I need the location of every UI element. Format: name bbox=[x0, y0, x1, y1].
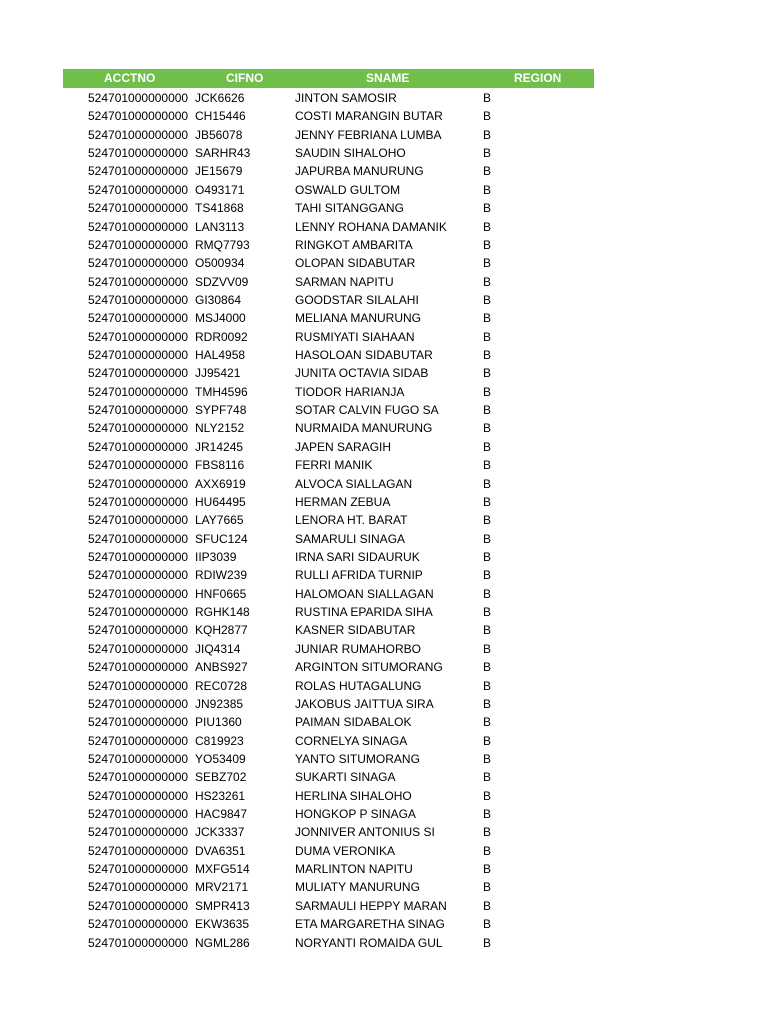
cell-sname: HERLINA SIHALOHO bbox=[295, 788, 412, 803]
cell-acctno: 524701000000000 bbox=[88, 733, 189, 748]
cell-sname: JAKOBUS JAITTUA SIRA bbox=[295, 696, 434, 711]
cell-cifno: RDR0092 bbox=[195, 329, 248, 344]
cell-region: B bbox=[483, 898, 492, 913]
cell-cifno: SDZVV09 bbox=[195, 274, 249, 289]
cell-acctno: 524701000000000 bbox=[88, 109, 189, 124]
table-row bbox=[63, 511, 594, 529]
cell-acctno: 524701000000000 bbox=[88, 127, 189, 142]
cell-region: B bbox=[483, 935, 492, 950]
cell-acctno: 524701000000000 bbox=[88, 274, 189, 289]
table-row bbox=[63, 640, 594, 658]
table-row bbox=[63, 897, 594, 915]
cell-region: B bbox=[483, 91, 492, 105]
cell-cifno: MSJ4000 bbox=[195, 311, 246, 326]
cell-region: B bbox=[483, 292, 492, 307]
cell-sname: IRNA SARI SIDAURUK bbox=[295, 549, 420, 564]
cell-acctno: 524701000000000 bbox=[88, 917, 189, 932]
cell-cifno: ANBS927 bbox=[195, 660, 248, 675]
cell-acctno: 524701000000000 bbox=[88, 549, 189, 564]
table-row bbox=[63, 236, 594, 254]
table-row bbox=[63, 273, 594, 291]
cell-cifno: SMPR413 bbox=[195, 898, 250, 913]
table-row bbox=[63, 566, 594, 584]
table-row bbox=[63, 548, 594, 566]
cell-cifno: C819923 bbox=[195, 733, 244, 748]
table-row bbox=[63, 162, 594, 180]
cell-region: B bbox=[483, 439, 492, 454]
cell-region: B bbox=[483, 862, 492, 877]
table-row bbox=[63, 89, 594, 107]
table-row bbox=[63, 493, 594, 511]
cell-region: B bbox=[483, 678, 492, 693]
cell-cifno: IIP3039 bbox=[195, 549, 237, 564]
cell-acctno: 524701000000000 bbox=[88, 219, 189, 234]
cell-sname: HERMAN ZEBUA bbox=[295, 494, 391, 509]
table-row bbox=[63, 768, 594, 786]
cell-cifno: LAY7665 bbox=[195, 513, 244, 528]
cell-acctno: 524701000000000 bbox=[88, 770, 189, 785]
cell-acctno: 524701000000000 bbox=[88, 366, 189, 381]
table-row bbox=[63, 199, 594, 217]
cell-sname: PAIMAN SIDABALOK bbox=[295, 715, 412, 730]
cell-sname: COSTI MARANGIN BUTAR bbox=[295, 109, 443, 124]
cell-acctno: 524701000000000 bbox=[88, 329, 189, 344]
cell-region: B bbox=[483, 568, 492, 583]
cell-sname: HALOMOAN SIALLAGAN bbox=[295, 586, 434, 601]
cell-sname: YANTO SITUMORANG bbox=[295, 751, 420, 766]
cell-cifno: NLY2152 bbox=[195, 421, 245, 436]
table-row bbox=[63, 713, 594, 731]
cell-acctno: 524701000000000 bbox=[88, 146, 189, 161]
cell-acctno: 524701000000000 bbox=[88, 91, 189, 105]
cell-region: B bbox=[483, 807, 492, 822]
cell-sname: SAUDIN SIHALOHO bbox=[295, 146, 406, 161]
cell-region: B bbox=[483, 733, 492, 748]
column-header-region: REGION bbox=[514, 71, 562, 85]
cell-acctno: 524701000000000 bbox=[88, 751, 189, 766]
cell-sname: JAPURBA MANURUNG bbox=[295, 164, 424, 179]
cell-cifno: SYPF748 bbox=[195, 403, 247, 418]
cell-acctno: 524701000000000 bbox=[88, 660, 189, 675]
cell-cifno: REC0728 bbox=[195, 678, 248, 693]
table-row bbox=[63, 309, 594, 327]
table-header bbox=[63, 69, 594, 88]
cell-region: B bbox=[483, 586, 492, 601]
table-row bbox=[63, 346, 594, 364]
cell-sname: MULIATY MANURUNG bbox=[295, 880, 420, 895]
table-row bbox=[63, 732, 594, 750]
cell-cifno: PIU1360 bbox=[195, 715, 242, 730]
cell-sname: JUNITA OCTAVIA SIDAB bbox=[295, 366, 429, 381]
cell-region: B bbox=[483, 109, 492, 124]
cell-cifno: HAC9847 bbox=[195, 807, 248, 822]
column-header-sname: SNAME bbox=[366, 71, 410, 85]
cell-region: B bbox=[483, 311, 492, 326]
cell-acctno: 524701000000000 bbox=[88, 568, 189, 583]
cell-cifno: DVA6351 bbox=[195, 843, 246, 858]
cell-cifno: HNF0665 bbox=[195, 586, 247, 601]
cell-sname: FERRI MANIK bbox=[295, 458, 373, 473]
table-row bbox=[63, 383, 594, 401]
table-row bbox=[63, 750, 594, 768]
column-header-acctno: ACCTNO bbox=[104, 71, 156, 85]
cell-cifno: MRV2171 bbox=[195, 880, 249, 895]
cell-cifno: TS41868 bbox=[195, 201, 244, 216]
cell-cifno: RDIW239 bbox=[195, 568, 248, 583]
cell-acctno: 524701000000000 bbox=[88, 843, 189, 858]
cell-sname: TAHI SITANGGANG bbox=[295, 201, 404, 216]
cell-sname: ETA MARGARETHA SINAG bbox=[295, 917, 445, 932]
table-row bbox=[63, 364, 594, 382]
cell-sname: NORYANTI ROMAIDA GUL bbox=[295, 935, 443, 950]
cell-sname: RULLI AFRIDA TURNIP bbox=[295, 568, 423, 583]
cell-cifno: SEBZ702 bbox=[195, 770, 247, 785]
table-row bbox=[63, 603, 594, 621]
cell-sname: SOTAR CALVIN FUGO SA bbox=[295, 403, 439, 418]
cell-sname: TIODOR HARIANJA bbox=[295, 384, 405, 399]
cell-region: B bbox=[483, 458, 492, 473]
cell-acctno: 524701000000000 bbox=[88, 678, 189, 693]
cell-sname: JINTON SAMOSIR bbox=[295, 91, 397, 105]
cell-region: B bbox=[483, 696, 492, 711]
cell-acctno: 524701000000000 bbox=[88, 862, 189, 877]
cell-region: B bbox=[483, 825, 492, 840]
cell-sname: SARMAN NAPITU bbox=[295, 274, 394, 289]
cell-region: B bbox=[483, 366, 492, 381]
cell-cifno: HU64495 bbox=[195, 494, 246, 509]
cell-acctno: 524701000000000 bbox=[88, 384, 189, 399]
table-row bbox=[63, 878, 594, 896]
cell-region: B bbox=[483, 146, 492, 161]
table-row bbox=[63, 695, 594, 713]
cell-region: B bbox=[483, 843, 492, 858]
cell-sname: RUSMIYATI SIAHAAN bbox=[295, 329, 415, 344]
cell-acctno: 524701000000000 bbox=[88, 513, 189, 528]
cell-cifno: RGHK148 bbox=[195, 605, 250, 620]
cell-sname: KASNER SIDABUTAR bbox=[295, 623, 416, 638]
cell-acctno: 524701000000000 bbox=[88, 311, 189, 326]
table-row bbox=[63, 218, 594, 236]
table-row bbox=[63, 621, 594, 639]
cell-sname: JUNIAR RUMAHORBO bbox=[295, 641, 422, 656]
cell-cifno: LAN3113 bbox=[195, 219, 245, 234]
cell-acctno: 524701000000000 bbox=[88, 476, 189, 491]
cell-acctno: 524701000000000 bbox=[88, 439, 189, 454]
cell-cifno: GI30864 bbox=[195, 292, 242, 307]
column-header-cifno: CIFNO bbox=[226, 71, 264, 85]
cell-cifno: HAL4958 bbox=[195, 348, 246, 363]
cell-region: B bbox=[483, 164, 492, 179]
cell-region: B bbox=[483, 660, 492, 675]
cell-cifno: JIQ4314 bbox=[195, 641, 241, 656]
cell-region: B bbox=[483, 715, 492, 730]
cell-acctno: 524701000000000 bbox=[88, 623, 189, 638]
table-row bbox=[63, 842, 594, 860]
table-row bbox=[63, 144, 594, 162]
cell-region: B bbox=[483, 256, 492, 271]
table-row bbox=[63, 328, 594, 346]
table-row bbox=[63, 530, 594, 548]
table-row bbox=[63, 181, 594, 199]
cell-region: B bbox=[483, 751, 492, 766]
cell-region: B bbox=[483, 201, 492, 216]
cell-region: B bbox=[483, 917, 492, 932]
cell-sname: MARLINTON NAPITU bbox=[295, 862, 413, 877]
cell-region: B bbox=[483, 531, 492, 546]
cell-sname: ROLAS HUTAGALUNG bbox=[295, 678, 422, 693]
cell-cifno: JJ95421 bbox=[195, 366, 241, 381]
cell-cifno: SFUC124 bbox=[195, 531, 248, 546]
cell-region: B bbox=[483, 329, 492, 344]
table-row bbox=[63, 860, 594, 878]
cell-acctno: 524701000000000 bbox=[88, 825, 189, 840]
cell-cifno: JB56078 bbox=[195, 127, 243, 142]
cell-sname: SAMARULI SINAGA bbox=[295, 531, 406, 546]
cell-region: B bbox=[483, 384, 492, 399]
cell-region: B bbox=[483, 403, 492, 418]
spreadsheet-table bbox=[63, 69, 594, 952]
table-row bbox=[63, 438, 594, 456]
cell-cifno: O493171 bbox=[195, 182, 245, 197]
table-row bbox=[63, 291, 594, 309]
cell-cifno: EKW3635 bbox=[195, 917, 250, 932]
cell-sname: HONGKOP P SINAGA bbox=[295, 807, 416, 822]
table-row bbox=[63, 585, 594, 603]
cell-region: B bbox=[483, 549, 492, 564]
cell-cifno: TMH4596 bbox=[195, 384, 248, 399]
cell-sname: CORNELYA SINAGA bbox=[295, 733, 408, 748]
cell-acctno: 524701000000000 bbox=[88, 458, 189, 473]
cell-region: B bbox=[483, 219, 492, 234]
cell-acctno: 524701000000000 bbox=[88, 807, 189, 822]
cell-sname: GOODSTAR SILALAHI bbox=[295, 292, 419, 307]
cell-cifno: JCK6626 bbox=[195, 91, 245, 105]
cell-sname: RINGKOT AMBARITA bbox=[295, 237, 413, 252]
cell-sname: OSWALD GULTOM bbox=[295, 182, 401, 197]
cell-cifno: MXFG514 bbox=[195, 862, 250, 877]
table-row bbox=[63, 456, 594, 474]
cell-region: B bbox=[483, 237, 492, 252]
cell-region: B bbox=[483, 605, 492, 620]
cell-acctno: 524701000000000 bbox=[88, 256, 189, 271]
cell-region: B bbox=[483, 494, 492, 509]
cell-acctno: 524701000000000 bbox=[88, 605, 189, 620]
cell-region: B bbox=[483, 513, 492, 528]
cell-acctno: 524701000000000 bbox=[88, 292, 189, 307]
cell-sname: JONNIVER ANTONIUS SI bbox=[295, 825, 435, 840]
cell-sname: MELIANA MANURUNG bbox=[295, 311, 422, 326]
cell-sname: RUSTINA EPARIDA SIHA bbox=[295, 605, 433, 620]
table-row bbox=[63, 475, 594, 493]
cell-cifno: FBS8116 bbox=[195, 458, 245, 473]
cell-acctno: 524701000000000 bbox=[88, 164, 189, 179]
cell-cifno: HS23261 bbox=[195, 788, 246, 803]
cell-cifno: JCK3337 bbox=[195, 825, 245, 840]
cell-cifno: AXX6919 bbox=[195, 476, 246, 491]
cell-region: B bbox=[483, 641, 492, 656]
cell-cifno: JN92385 bbox=[195, 696, 244, 711]
table-row bbox=[63, 787, 594, 805]
cell-region: B bbox=[483, 127, 492, 142]
cell-acctno: 524701000000000 bbox=[88, 586, 189, 601]
table-row bbox=[63, 915, 594, 933]
cell-cifno: RMQ7793 bbox=[195, 237, 250, 252]
cell-sname: SUKARTI SINAGA bbox=[295, 770, 396, 785]
cell-cifno: NGML286 bbox=[195, 935, 250, 950]
cell-region: B bbox=[483, 274, 492, 289]
table-row bbox=[63, 126, 594, 144]
cell-region: B bbox=[483, 880, 492, 895]
cell-sname: SARMAULI HEPPY MARAN bbox=[295, 898, 447, 913]
cell-sname: ALVOCA SIALLAGAN bbox=[295, 476, 413, 491]
cell-cifno: SARHR43 bbox=[195, 146, 251, 161]
cell-region: B bbox=[483, 476, 492, 491]
cell-cifno: JE15679 bbox=[195, 164, 243, 179]
cell-cifno: YO53409 bbox=[195, 751, 246, 766]
cell-acctno: 524701000000000 bbox=[88, 494, 189, 509]
cell-acctno: 524701000000000 bbox=[88, 348, 189, 363]
cell-acctno: 524701000000000 bbox=[88, 182, 189, 197]
cell-region: B bbox=[483, 788, 492, 803]
cell-cifno: KQH2877 bbox=[195, 623, 248, 638]
cell-acctno: 524701000000000 bbox=[88, 421, 189, 436]
cell-acctno: 524701000000000 bbox=[88, 641, 189, 656]
cell-sname: LENNY ROHANA DAMANIK bbox=[295, 219, 447, 234]
cell-acctno: 524701000000000 bbox=[88, 715, 189, 730]
cell-region: B bbox=[483, 182, 492, 197]
cell-sname: HASOLOAN SIDABUTAR bbox=[295, 348, 433, 363]
table-row bbox=[63, 107, 594, 125]
table-row bbox=[63, 658, 594, 676]
cell-acctno: 524701000000000 bbox=[88, 935, 189, 950]
cell-sname: JENNY FEBRIANA LUMBA bbox=[295, 127, 442, 142]
cell-sname: JAPEN SARAGIH bbox=[295, 439, 392, 454]
cell-acctno: 524701000000000 bbox=[88, 898, 189, 913]
cell-acctno: 524701000000000 bbox=[88, 788, 189, 803]
cell-region: B bbox=[483, 348, 492, 363]
cell-acctno: 524701000000000 bbox=[88, 880, 189, 895]
table-row bbox=[63, 677, 594, 695]
cell-sname: LENORA HT. BARAT bbox=[295, 513, 408, 528]
cell-sname: NURMAIDA MANURUNG bbox=[295, 421, 433, 436]
cell-region: B bbox=[483, 421, 492, 436]
cell-acctno: 524701000000000 bbox=[88, 696, 189, 711]
cell-cifno: JR14245 bbox=[195, 439, 244, 454]
cell-sname: DUMA VERONIKA bbox=[295, 843, 396, 858]
cell-sname: ARGINTON SITUMORANG bbox=[295, 660, 443, 675]
cell-acctno: 524701000000000 bbox=[88, 531, 189, 546]
cell-acctno: 524701000000000 bbox=[88, 237, 189, 252]
cell-acctno: 524701000000000 bbox=[88, 201, 189, 216]
cell-cifno: CH15446 bbox=[195, 109, 246, 124]
table-row bbox=[63, 419, 594, 437]
cell-sname: OLOPAN SIDABUTAR bbox=[295, 256, 416, 271]
table-row bbox=[63, 934, 594, 952]
cell-acctno: 524701000000000 bbox=[88, 403, 189, 418]
table-row bbox=[63, 254, 594, 272]
table-row bbox=[63, 823, 594, 841]
table-row bbox=[63, 401, 594, 419]
table-body bbox=[63, 88, 594, 952]
table-row bbox=[63, 805, 594, 823]
cell-cifno: O500934 bbox=[195, 256, 245, 271]
cell-region: B bbox=[483, 770, 492, 785]
cell-region: B bbox=[483, 623, 492, 638]
